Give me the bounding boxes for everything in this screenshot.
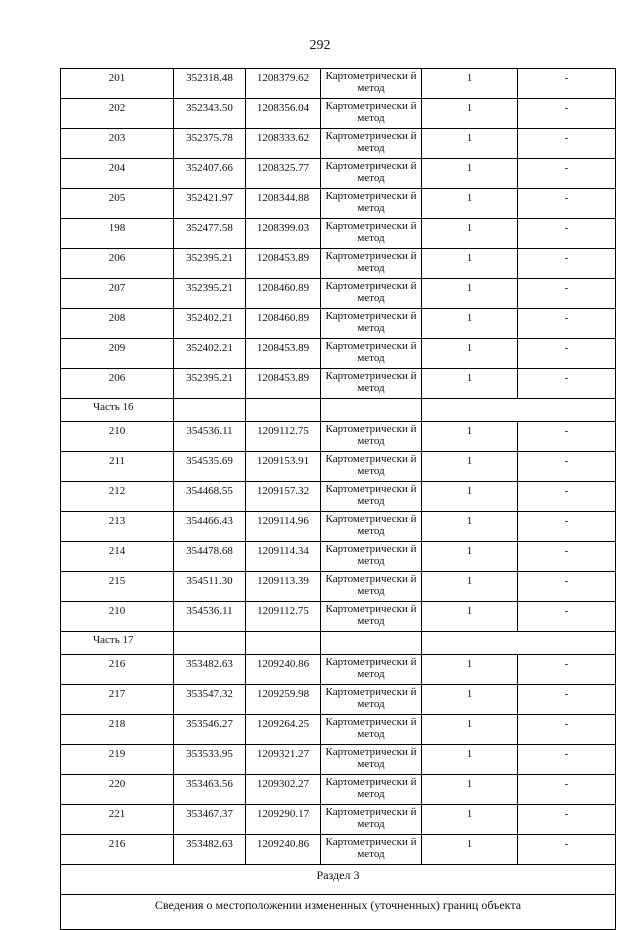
- point-number-cell: 201: [61, 69, 174, 99]
- method-cell: Картометрически й метод: [321, 309, 422, 339]
- precision-cell: 1: [422, 715, 518, 745]
- point-number-cell: 206: [61, 249, 174, 279]
- note-cell: -: [518, 715, 616, 745]
- note-cell: -: [518, 835, 616, 865]
- note-cell: -: [518, 339, 616, 369]
- precision-cell: 1: [422, 219, 518, 249]
- x-coordinate-cell: 353482.63: [174, 655, 246, 685]
- table-row: [61, 159, 616, 189]
- method-cell: Картометрически й метод: [321, 572, 422, 602]
- table-row: [61, 655, 616, 685]
- precision-cell: 1: [422, 422, 518, 452]
- table-row: [61, 339, 616, 369]
- method-cell: Картометрически й метод: [321, 249, 422, 279]
- empty-cell: [246, 632, 321, 655]
- y-coordinate-cell: 1208453.89: [246, 249, 321, 279]
- part-header-row: [61, 399, 616, 422]
- note-cell: -: [518, 452, 616, 482]
- x-coordinate-cell: 354535.69: [174, 452, 246, 482]
- point-number-cell: 212: [61, 482, 174, 512]
- precision-cell: 1: [422, 482, 518, 512]
- note-cell: -: [518, 369, 616, 399]
- point-number-cell: 216: [61, 835, 174, 865]
- table-row: [61, 452, 616, 482]
- y-coordinate-cell: 1208460.89: [246, 309, 321, 339]
- x-coordinate-cell: 353467.37: [174, 805, 246, 835]
- x-coordinate-cell: 353463.56: [174, 775, 246, 805]
- precision-cell: 1: [422, 512, 518, 542]
- precision-cell: 1: [422, 602, 518, 632]
- method-cell: Картометрически й метод: [321, 99, 422, 129]
- y-coordinate-cell: 1209113.39: [246, 572, 321, 602]
- point-number-cell: 204: [61, 159, 174, 189]
- y-coordinate-cell: 1209290.17: [246, 805, 321, 835]
- precision-cell: 1: [422, 339, 518, 369]
- precision-cell: 1: [422, 835, 518, 865]
- method-cell: Картометрически й метод: [321, 369, 422, 399]
- y-coordinate-cell: 1208333.62: [246, 129, 321, 159]
- part-label: Часть 16: [61, 399, 174, 422]
- y-coordinate-cell: 1208379.62: [246, 69, 321, 99]
- point-number-cell: 220: [61, 775, 174, 805]
- method-cell: Картометрически й метод: [321, 279, 422, 309]
- method-cell: Картометрически й метод: [321, 775, 422, 805]
- part-label: Часть 17: [61, 632, 174, 655]
- y-coordinate-cell: 1208460.89: [246, 279, 321, 309]
- note-cell: -: [518, 602, 616, 632]
- table-row: [61, 745, 616, 775]
- table-row: [61, 835, 616, 865]
- empty-cell: [321, 632, 422, 655]
- point-number-cell: 221: [61, 805, 174, 835]
- point-number-cell: 198: [61, 219, 174, 249]
- x-coordinate-cell: 352421.97: [174, 189, 246, 219]
- note-cell: -: [518, 745, 616, 775]
- precision-cell: 1: [422, 775, 518, 805]
- precision-cell: 1: [422, 129, 518, 159]
- point-number-cell: 216: [61, 655, 174, 685]
- precision-cell: 1: [422, 572, 518, 602]
- x-coordinate-cell: 353547.32: [174, 685, 246, 715]
- table-row: [61, 249, 616, 279]
- empty-cell: [174, 632, 246, 655]
- table-row: [61, 279, 616, 309]
- x-coordinate-cell: 352395.21: [174, 249, 246, 279]
- table-row: [61, 219, 616, 249]
- point-number-cell: 211: [61, 452, 174, 482]
- point-number-cell: 203: [61, 129, 174, 159]
- precision-cell: 1: [422, 189, 518, 219]
- y-coordinate-cell: 1209153.91: [246, 452, 321, 482]
- precision-cell: 1: [422, 655, 518, 685]
- section-title: Раздел 3: [61, 865, 616, 895]
- x-coordinate-cell: 352343.50: [174, 99, 246, 129]
- y-coordinate-cell: 1209112.75: [246, 602, 321, 632]
- table-row: [61, 309, 616, 339]
- precision-cell: 1: [422, 452, 518, 482]
- note-cell: -: [518, 805, 616, 835]
- note-cell: -: [518, 685, 616, 715]
- precision-cell: 1: [422, 99, 518, 129]
- x-coordinate-cell: 353546.27: [174, 715, 246, 745]
- y-coordinate-cell: 1209114.96: [246, 512, 321, 542]
- table-row: [61, 512, 616, 542]
- method-cell: Картометрически й метод: [321, 835, 422, 865]
- table-row: [61, 482, 616, 512]
- method-cell: Картометрически й метод: [321, 512, 422, 542]
- x-coordinate-cell: 352477.58: [174, 219, 246, 249]
- note-cell: -: [518, 512, 616, 542]
- page-number: 292: [309, 38, 331, 53]
- y-coordinate-cell: 1208399.03: [246, 219, 321, 249]
- method-cell: Картометрически й метод: [321, 339, 422, 369]
- y-coordinate-cell: 1209240.86: [246, 835, 321, 865]
- x-coordinate-cell: 352318.48: [174, 69, 246, 99]
- precision-cell: 1: [422, 69, 518, 99]
- method-cell: Картометрически й метод: [321, 482, 422, 512]
- point-number-cell: 219: [61, 745, 174, 775]
- section-title-row: [61, 865, 616, 895]
- method-cell: Картометрически й метод: [321, 69, 422, 99]
- precision-cell: 1: [422, 159, 518, 189]
- section-subtitle-row: [61, 895, 616, 930]
- note-cell: -: [518, 572, 616, 602]
- note-cell: -: [518, 482, 616, 512]
- empty-cell: [321, 399, 422, 422]
- point-number-cell: 217: [61, 685, 174, 715]
- y-coordinate-cell: 1209157.32: [246, 482, 321, 512]
- y-coordinate-cell: 1209112.75: [246, 422, 321, 452]
- note-cell: -: [518, 542, 616, 572]
- method-cell: Картометрически й метод: [321, 219, 422, 249]
- note-cell: -: [518, 129, 616, 159]
- table-row: [61, 542, 616, 572]
- point-number-cell: 210: [61, 602, 174, 632]
- table-row: [61, 572, 616, 602]
- method-cell: Картометрически й метод: [321, 542, 422, 572]
- x-coordinate-cell: 352395.21: [174, 279, 246, 309]
- y-coordinate-cell: 1208325.77: [246, 159, 321, 189]
- note-cell: -: [518, 309, 616, 339]
- note-cell: -: [518, 655, 616, 685]
- point-number-cell: 210: [61, 422, 174, 452]
- table-row: [61, 805, 616, 835]
- point-number-cell: 206: [61, 369, 174, 399]
- table-row: [61, 685, 616, 715]
- method-cell: Картометрически й метод: [321, 655, 422, 685]
- method-cell: Картометрически й метод: [321, 129, 422, 159]
- table-row: [61, 69, 616, 99]
- table-row: [61, 715, 616, 745]
- precision-cell: 1: [422, 249, 518, 279]
- precision-cell: 1: [422, 279, 518, 309]
- table-row: [61, 422, 616, 452]
- x-coordinate-cell: 354468.55: [174, 482, 246, 512]
- table-row: [61, 775, 616, 805]
- note-cell: -: [518, 99, 616, 129]
- x-coordinate-cell: 353533.95: [174, 745, 246, 775]
- y-coordinate-cell: 1209321.27: [246, 745, 321, 775]
- y-coordinate-cell: 1209240.86: [246, 655, 321, 685]
- x-coordinate-cell: 354511.30: [174, 572, 246, 602]
- empty-cell: [422, 632, 616, 655]
- table-row: [61, 369, 616, 399]
- method-cell: Картометрически й метод: [321, 745, 422, 775]
- point-number-cell: 209: [61, 339, 174, 369]
- empty-cell: [422, 399, 616, 422]
- table-row: [61, 189, 616, 219]
- coordinates-table-body: [61, 69, 616, 930]
- precision-cell: 1: [422, 542, 518, 572]
- x-coordinate-cell: 352395.21: [174, 369, 246, 399]
- section-subtitle: Сведения о местоположении измененных (уточненных) границ объекта: [61, 895, 616, 930]
- method-cell: Картометрически й метод: [321, 685, 422, 715]
- point-number-cell: 202: [61, 99, 174, 129]
- point-number-cell: 207: [61, 279, 174, 309]
- x-coordinate-cell: 353482.63: [174, 835, 246, 865]
- empty-cell: [174, 399, 246, 422]
- point-number-cell: 208: [61, 309, 174, 339]
- x-coordinate-cell: 354536.11: [174, 422, 246, 452]
- x-coordinate-cell: 354466.43: [174, 512, 246, 542]
- precision-cell: 1: [422, 685, 518, 715]
- precision-cell: 1: [422, 309, 518, 339]
- table-row: [61, 99, 616, 129]
- note-cell: -: [518, 159, 616, 189]
- note-cell: -: [518, 189, 616, 219]
- method-cell: Картометрически й метод: [321, 159, 422, 189]
- y-coordinate-cell: 1208356.04: [246, 99, 321, 129]
- method-cell: Картометрически й метод: [321, 602, 422, 632]
- method-cell: Картометрически й метод: [321, 805, 422, 835]
- y-coordinate-cell: 1209302.27: [246, 775, 321, 805]
- part-header-row: [61, 632, 616, 655]
- y-coordinate-cell: 1209259.98: [246, 685, 321, 715]
- method-cell: Картометрически й метод: [321, 715, 422, 745]
- note-cell: -: [518, 249, 616, 279]
- method-cell: Картометрически й метод: [321, 452, 422, 482]
- precision-cell: 1: [422, 369, 518, 399]
- y-coordinate-cell: 1208453.89: [246, 339, 321, 369]
- precision-cell: 1: [422, 805, 518, 835]
- table-row: [61, 602, 616, 632]
- x-coordinate-cell: 352375.78: [174, 129, 246, 159]
- note-cell: -: [518, 69, 616, 99]
- x-coordinate-cell: 352407.66: [174, 159, 246, 189]
- point-number-cell: 215: [61, 572, 174, 602]
- x-coordinate-cell: 354478.68: [174, 542, 246, 572]
- point-number-cell: 213: [61, 512, 174, 542]
- point-number-cell: 214: [61, 542, 174, 572]
- note-cell: -: [518, 422, 616, 452]
- y-coordinate-cell: 1208344.88: [246, 189, 321, 219]
- y-coordinate-cell: 1208453.89: [246, 369, 321, 399]
- table-row: [61, 129, 616, 159]
- x-coordinate-cell: 352402.21: [174, 309, 246, 339]
- note-cell: -: [518, 279, 616, 309]
- note-cell: -: [518, 775, 616, 805]
- coordinates-table: [60, 68, 616, 930]
- point-number-cell: 218: [61, 715, 174, 745]
- note-cell: -: [518, 219, 616, 249]
- method-cell: Картометрически й метод: [321, 422, 422, 452]
- x-coordinate-cell: 354536.11: [174, 602, 246, 632]
- y-coordinate-cell: 1209114.34: [246, 542, 321, 572]
- method-cell: Картометрически й метод: [321, 189, 422, 219]
- point-number-cell: 205: [61, 189, 174, 219]
- empty-cell: [246, 399, 321, 422]
- y-coordinate-cell: 1209264.25: [246, 715, 321, 745]
- precision-cell: 1: [422, 745, 518, 775]
- x-coordinate-cell: 352402.21: [174, 339, 246, 369]
